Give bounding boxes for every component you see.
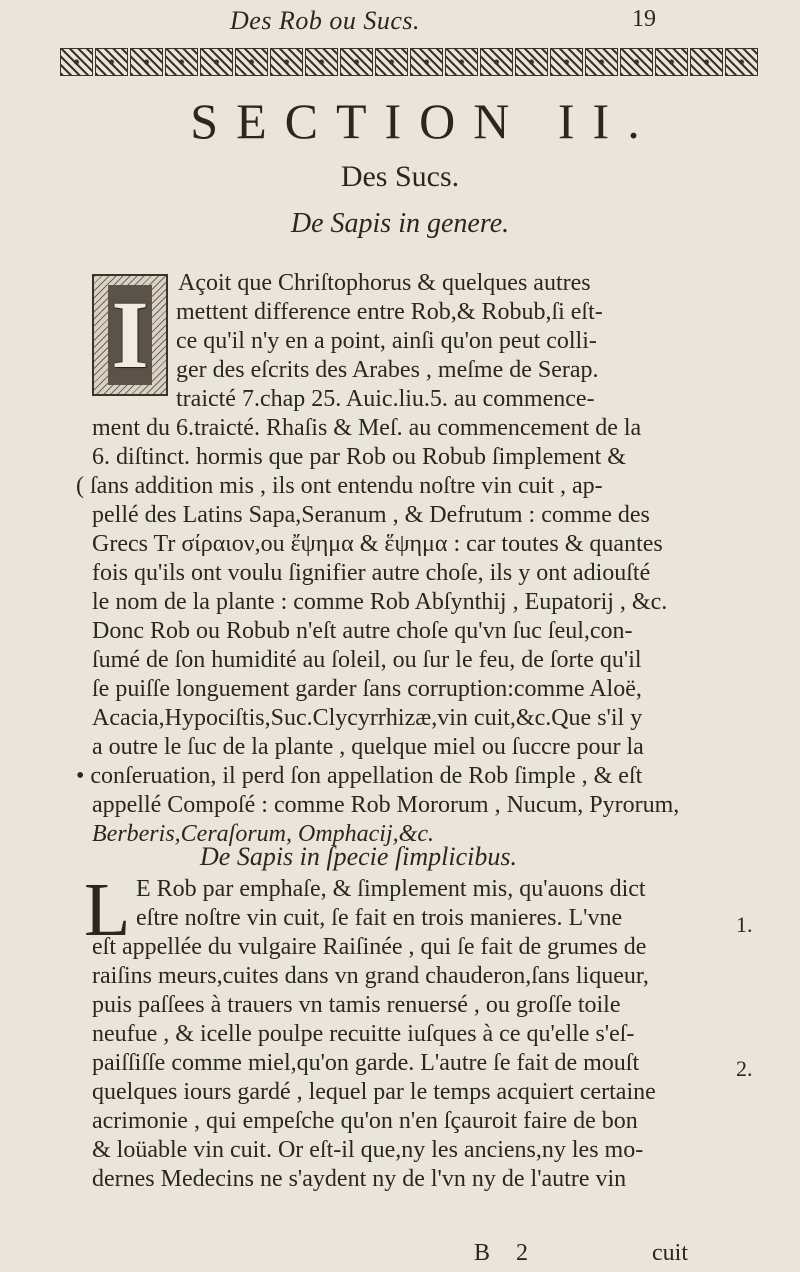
ornament-tile [445,48,478,76]
ornament-tile [480,48,513,76]
signature-mark: B 2 [474,1240,539,1266]
text-line: eſt appellée du vulgaire Raiſinée , qui ſe fait de grumes de [92,934,647,960]
text-line: ger des eſcrits des Arabes , meſme de Serap. [176,357,599,383]
text-line: ment du 6.traicté. Rhaſis & Meſ. au commencement de la [92,415,642,441]
text-line: le nom de la plante : comme Rob Abſynthij , Eupatorij , &c. [92,589,668,615]
ornament-tile [410,48,443,76]
sub-heading: De Sapis in ſpecie ſimplicibus. [200,842,518,871]
text-line: appellé Compoſé : comme Rob Mororum , Nucum, Pyrorum, [92,792,680,818]
ornament-tile [375,48,408,76]
text-line: Açoit que Chriſtophorus & quelques autres [178,270,591,296]
section-subtitle: Des Sucs. [340,160,460,193]
ornament-tile [620,48,653,76]
ornament-tile [305,48,338,76]
text-line: ce qu'il n'y en a point, ainſi qu'on peut colli- [176,328,597,354]
ornament-tile [585,48,618,76]
ornament-tile [235,48,268,76]
ornament-band [60,48,760,78]
decorated-initial [92,274,168,396]
text-line: quelques iours gardé , lequel par le temps acquiert certaine [92,1079,656,1105]
ornament-tile [165,48,198,76]
text-line: a outre le ſuc de la plante , quelque miel ou ſuccre pour la [92,734,644,760]
ornament-tile [130,48,163,76]
text-line: pellé des Latins Sapa,Seranum , & Defrutum : comme des [92,502,650,528]
ornament-tile [200,48,233,76]
ornament-tile [95,48,128,76]
ornament-tile [60,48,93,76]
ornament-tile [690,48,723,76]
running-title: Des Rob ou Sucs. [230,6,420,35]
text-line: ſe puiſſe longuement garder ſans corruption:comme Aloë, [92,676,642,702]
text-line: 6. diſtinct. hormis que par Rob ou Robub ſimplement & [92,444,626,470]
decorated-initial-letter: I [108,285,152,385]
ornament-tile [340,48,373,76]
section-title: SECTION II. [190,93,658,149]
ornament-tile [550,48,583,76]
text-line: acrimonie , qui empeſche qu'on n'en ſçauroit faire de bon [92,1108,638,1134]
text-line: ſumé de ſon humidité au ſoleil, ou ſur le feu, de ſorte qu'il [92,647,642,673]
text-line: raiſins meurs,cuites dans vn grand chauderon,ſans liqueur, [92,963,649,989]
ornament-tile [515,48,548,76]
text-line: eſtre noſtre vin cuit, ſe fait en trois manieres. L'vne [136,905,623,931]
text-line: dernes Medecins ne s'aydent ny de l'vn ny de l'autre vin [92,1166,627,1192]
margin-note-number: 2. [736,1056,753,1081]
text-line: mettent difference entre Rob,& Robub,ſi eſt- [176,299,603,325]
text-line: E Rob par emphaſe, & ſimplement mis, qu'auons dict [136,876,646,902]
text-line: neufue , & icelle poulpe recuitte iuſques à ce qu'elle s'eſ- [92,1021,635,1047]
text-line: puis paſſees à trauers vn tamis renuersé , ou groſſe toile [92,992,621,1018]
initial-letter: L [84,868,131,952]
text-line: Berberis,Ceraſorum, Omphacij,&c. [92,821,434,847]
ornament-tile [655,48,688,76]
running-head [0,4,800,36]
text-line: & loüable vin cuit. Or eſt-il que,ny les anciens,ny les mo- [92,1137,644,1163]
text-line: fois qu'ils ont voulu ſignifier autre choſe, ils y ont adiouſté [92,560,651,586]
catchword: cuit [652,1240,688,1266]
section-heading: De Sapis in genere. [290,208,510,239]
text-line: Grecs Tr σίραιον,ou ἔψημα & ἕψημα : car toutes & quantes [92,531,663,557]
text-line: traicté 7.chap 25. Auic.liu.5. au commence- [176,386,595,412]
margin-note-number: 1. [736,912,753,937]
page-number: 19 [632,6,656,32]
text-line: Acacia,Hypociſtis,Suc.Clycyrrhizæ,vin cuit,&c.Que s'il y [92,705,643,731]
ornament-tile [270,48,303,76]
text-line: • conſeruation, il perd ſon appellation de Rob ſimple , & eſt [76,763,643,789]
ornament-tile [725,48,758,76]
text-line: paiſſiſſe comme miel,qu'on garde. L'autre ſe fait de mouſt [92,1050,640,1076]
text-line: ( ſans addition mis , ils ont entendu noſtre vin cuit , ap- [76,473,603,499]
text-line: Donc Rob ou Robub n'eſt autre choſe qu'vn ſuc ſeul,con- [92,618,633,644]
